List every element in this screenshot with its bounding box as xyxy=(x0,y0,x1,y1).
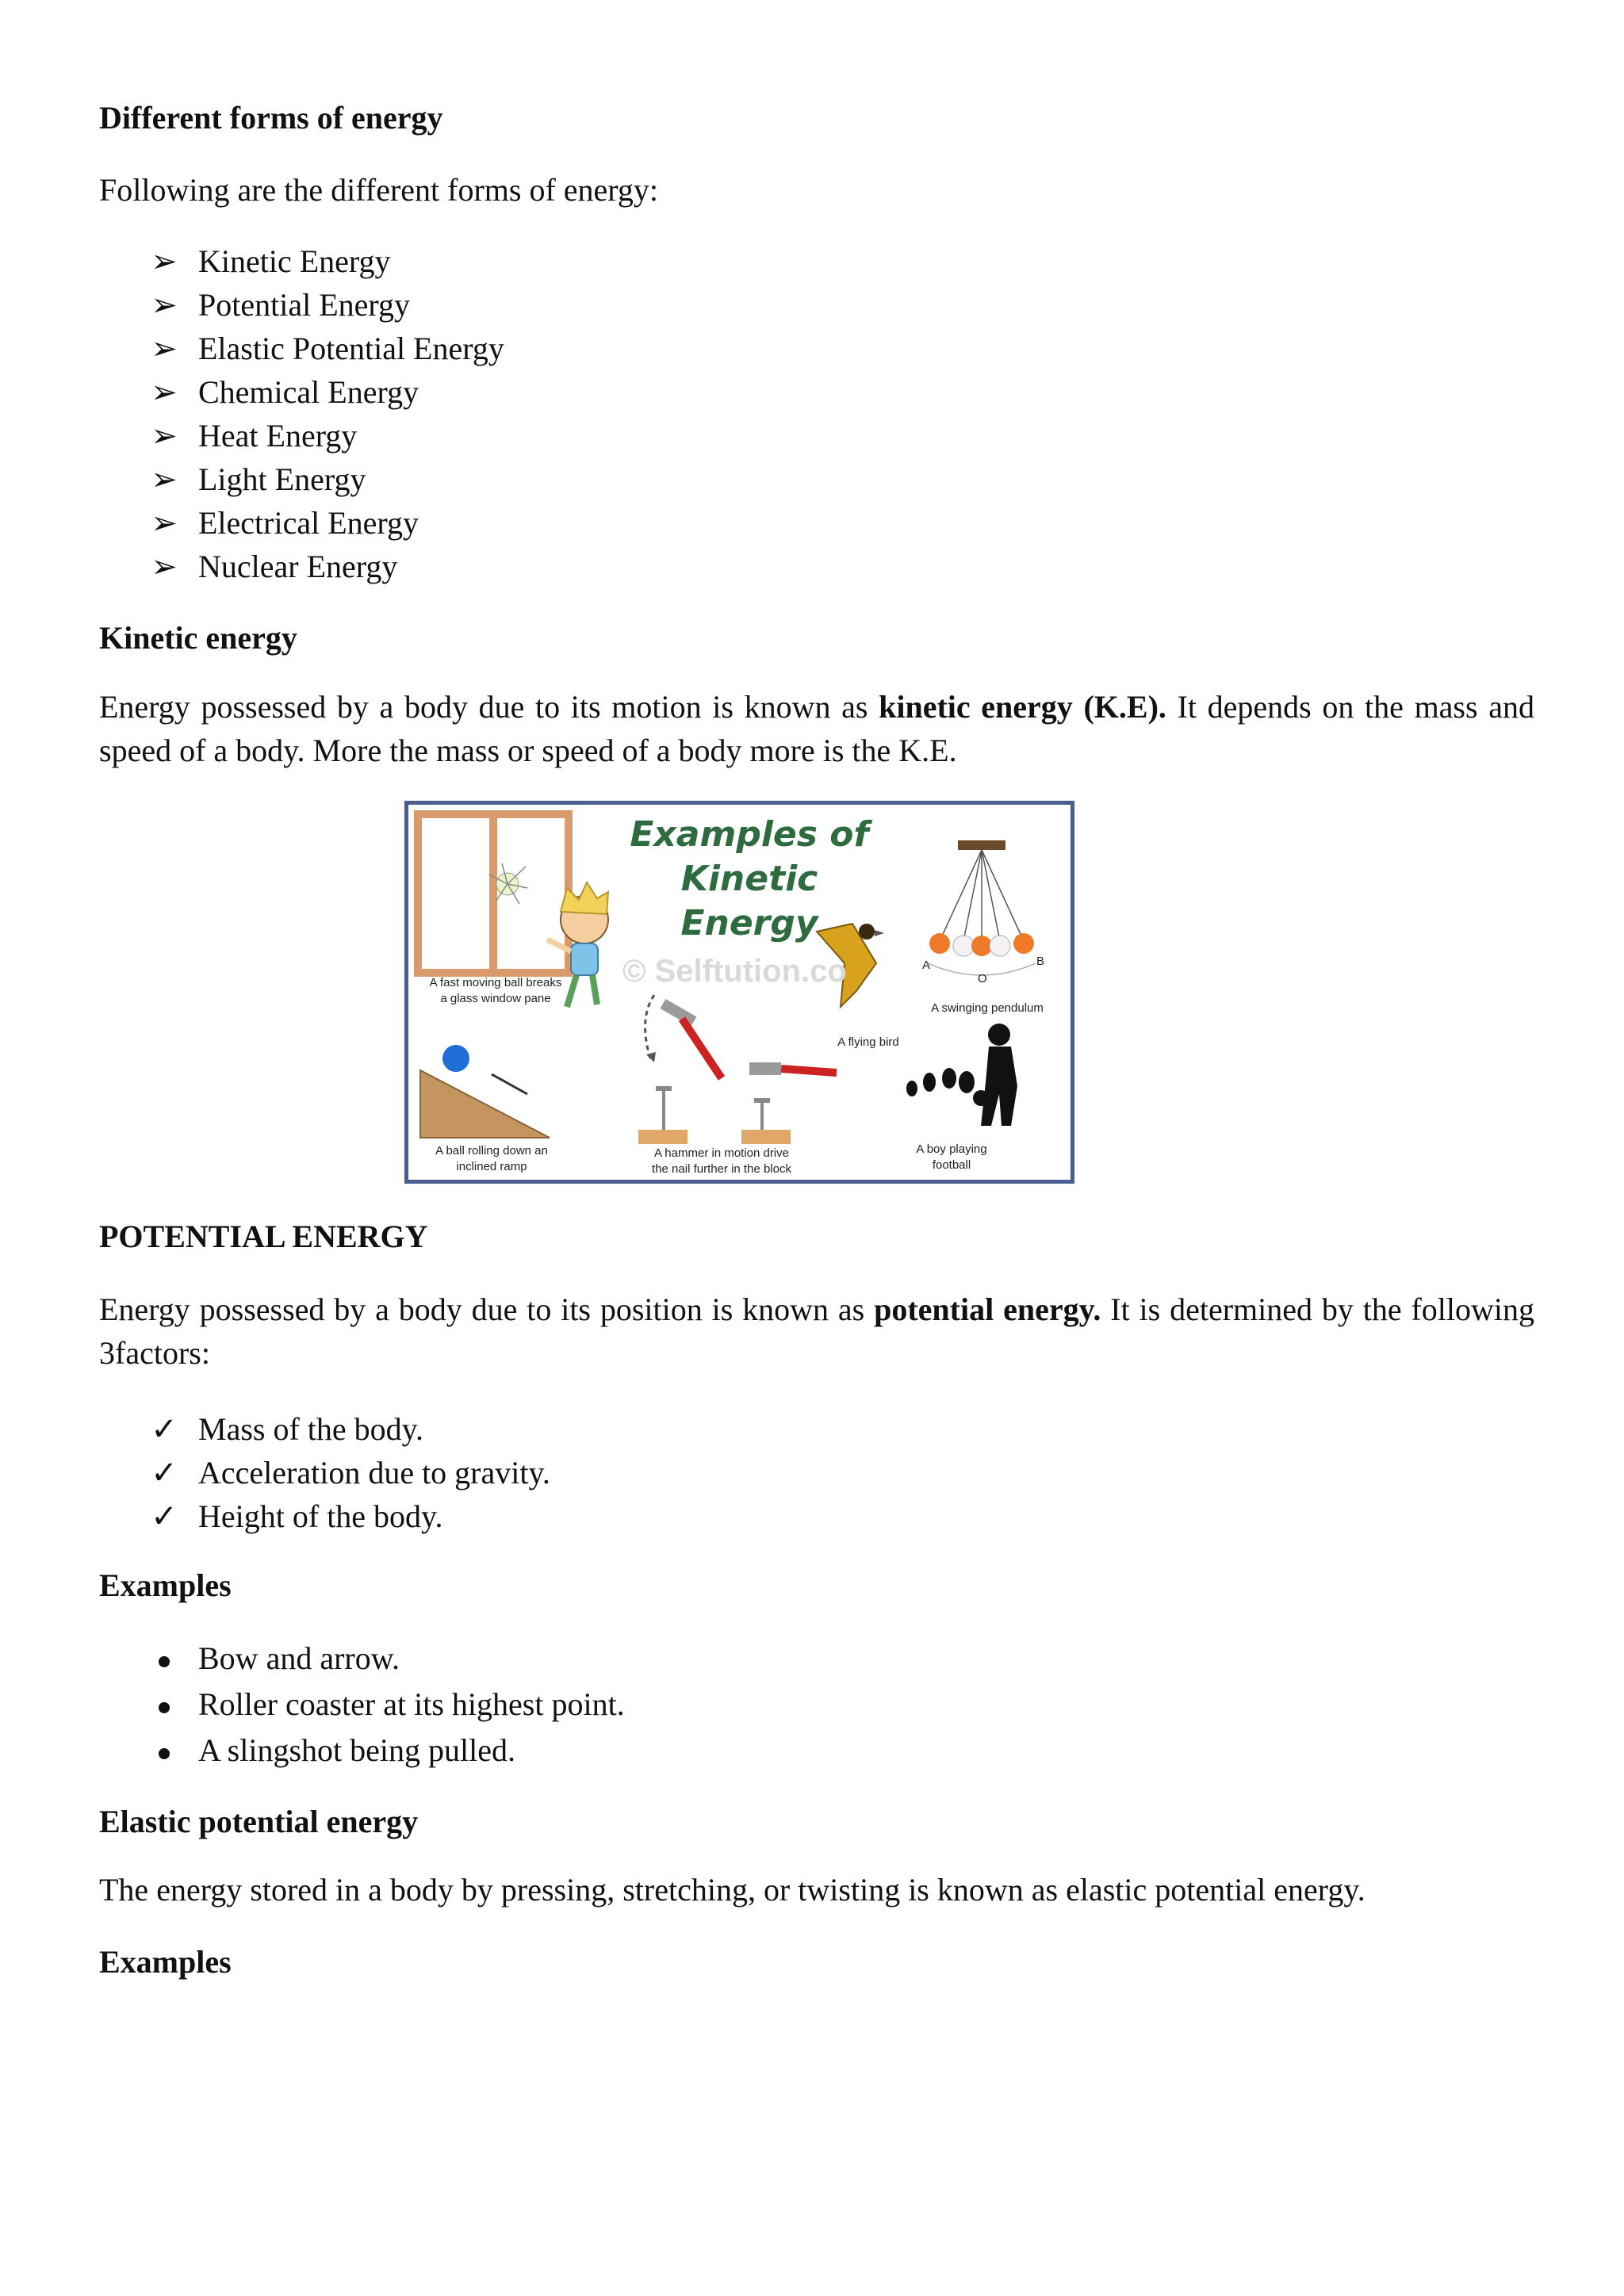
potential-examples-heading: Examples xyxy=(99,1567,232,1603)
list-item: ➢ Potential Energy xyxy=(99,283,504,327)
pendulum-label-o: O xyxy=(978,972,987,985)
list-item: A slingshot being pulled. xyxy=(99,1728,625,1774)
potential-factors-list xyxy=(99,1407,550,1538)
pendulum-icon xyxy=(928,840,1036,975)
ramp-icon xyxy=(420,1045,550,1138)
forms-heading: Different forms of energy xyxy=(99,100,443,136)
bullet-dot-icon xyxy=(148,1682,180,1728)
window-icon xyxy=(418,814,569,973)
kinetic-energy-examples-figure xyxy=(404,801,1074,1184)
football-boy-icon xyxy=(906,1024,1017,1126)
pendulum-label-b: B xyxy=(1036,955,1045,968)
list-item: Bow and arrow. xyxy=(99,1636,625,1682)
caption-window: A fast moving ball breaks a glass window pane xyxy=(429,976,562,1005)
hammer-icon xyxy=(638,995,837,1144)
arrow-bullet-icon: ➢ xyxy=(151,287,178,323)
list-item: ➢ Kinetic Energy xyxy=(99,239,504,283)
potential-heading: POTENTIAL ENERGY xyxy=(99,1219,428,1254)
kinetic-heading: Kinetic energy xyxy=(99,620,297,656)
arrow-bullet-icon: ➢ xyxy=(151,243,178,279)
caption-ramp: A ball rolling down an inclined ramp xyxy=(435,1144,548,1173)
potential-examples-list xyxy=(99,1636,625,1774)
arrow-bullet-icon: ➢ xyxy=(151,505,178,541)
list-item: Roller coaster at its highest point. xyxy=(99,1682,625,1728)
checkmark-icon: ✓ xyxy=(151,1498,178,1534)
figure-title-line2: Kinetic Energy xyxy=(680,859,818,943)
caption-hammer: A hammer in motion drive the nail further in the block xyxy=(652,1146,791,1176)
bullet-dot-icon xyxy=(148,1728,180,1774)
forms-list xyxy=(99,239,504,588)
list-item: ➢ Heat Energy xyxy=(99,414,504,457)
checkmark-icon: ✓ xyxy=(151,1411,178,1447)
list-item: ➢ Chemical Energy xyxy=(99,370,504,414)
list-item: ✓ Height of the body. xyxy=(99,1494,550,1538)
elastic-heading: Elastic potential energy xyxy=(99,1804,419,1839)
bullet-dot-icon xyxy=(148,1636,180,1682)
list-item: ➢ Nuclear Energy xyxy=(99,545,504,588)
elastic-examples-heading: Examples xyxy=(99,1944,232,1980)
forms-intro: Following are the different forms of energy: xyxy=(99,172,658,208)
list-item: ➢ Electrical Energy xyxy=(99,501,504,545)
list-item: ✓ Acceleration due to gravity. xyxy=(99,1451,550,1494)
caption-pendulum: A swinging pendulum xyxy=(931,1001,1044,1015)
elastic-definition: The energy stored in a body by pressing, stretching, or twisting is known as elastic potential energy. xyxy=(99,1872,1365,1908)
caption-football: A boy playing football xyxy=(916,1142,987,1172)
arrow-bullet-icon: ➢ xyxy=(151,461,178,497)
list-item: ✓ Mass of the body. xyxy=(99,1407,550,1451)
arrow-bullet-icon: ➢ xyxy=(151,374,178,410)
potential-definition: Energy possessed by a body due to its position is known as potential energy. It is determined by the following 3factors: xyxy=(99,1292,1535,1371)
kinetic-definition: Energy possessed by a body due to its motion is known as kinetic energy (K.E). It depends on the mass and speed of a body. More the mass or speed of a body more is the K.E. xyxy=(99,689,1534,768)
pendulum-label-a: A xyxy=(922,959,931,972)
list-item: ➢ Elastic Potential Energy xyxy=(99,327,504,370)
arrow-bullet-icon: ➢ xyxy=(151,331,178,366)
watermark-text: © Selftution.co xyxy=(622,954,847,989)
list-item: ➢ Light Energy xyxy=(99,457,504,501)
checkmark-icon: ✓ xyxy=(151,1455,178,1490)
caption-bird: A flying bird xyxy=(837,1035,899,1049)
figure-title-line1: Examples of xyxy=(630,814,869,855)
arrow-bullet-icon: ➢ xyxy=(151,549,178,584)
arrow-bullet-icon: ➢ xyxy=(151,418,178,453)
